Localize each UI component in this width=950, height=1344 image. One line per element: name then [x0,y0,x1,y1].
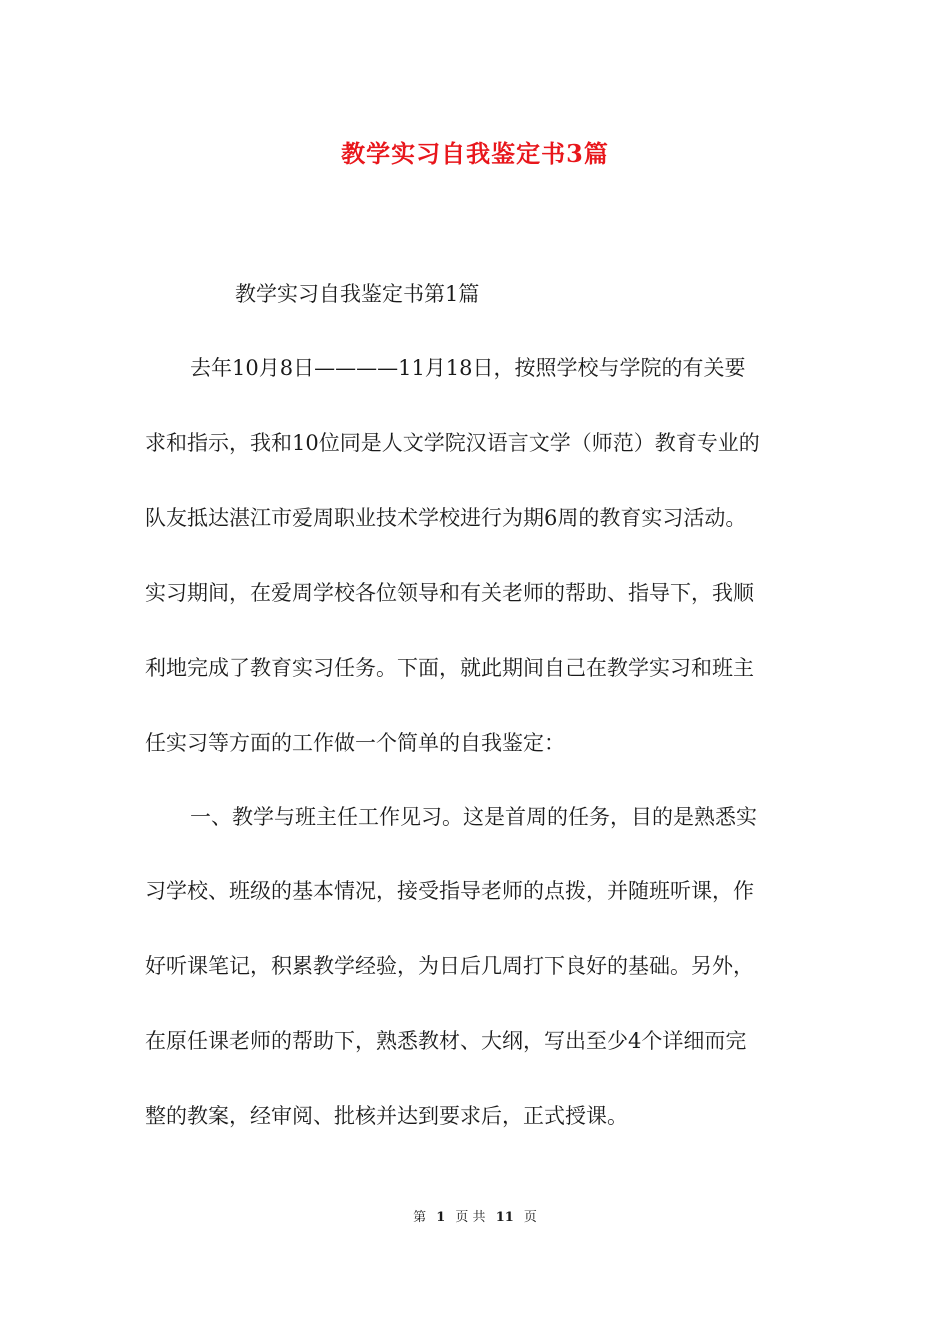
paragraph-line: 一、教学与班主任工作见习。这是首周的任务，目的是熟悉实 [190,805,757,829]
total-pages-number: 11 [495,1210,514,1225]
paragraph-line: 整的教案，经审阅、批核并达到要求后，正式授课。 [145,1104,628,1128]
document-title: 教学实习自我鉴定书3篇 [341,139,609,168]
section-heading: 教学实习自我鉴定书第1篇 [235,282,480,306]
paragraph-line: 习学校、班级的基本情况，接受指导老师的点拨，并随班听课，作 [145,879,754,903]
paragraph-line: 队友抵达湛江市爱周职业技术学校进行为期6周的教育实习活动。 [145,506,747,530]
footer-suffix: 页 [523,1210,537,1225]
current-page-number: 1 [436,1210,446,1225]
page-footer [0,1208,950,1228]
footer-middle: 页 共 [455,1210,486,1225]
paragraph-line: 实习期间，在爱周学校各位领导和有关老师的帮助、指导下，我顺 [145,581,754,605]
paragraph-line: 利地完成了教育实习任务。下面，就此期间自己在教学实习和班主 [145,656,754,680]
footer-prefix: 第 [413,1210,427,1225]
paragraph-line: 好听课笔记，积累教学经验，为日后几周打下良好的基础。另外， [145,954,754,978]
paragraph-line: 去年10月8日————11月18日，按照学校与学院的有关要 [190,356,746,380]
paragraph-line: 求和指示，我和10位同是人文学院汉语言文学（师范）教育专业的 [145,431,760,455]
paragraph-line: 任实习等方面的工作做一个简单的自我鉴定： [145,731,565,755]
paragraph-line: 在原任课老师的帮助下，熟悉教材、大纲，写出至少4个详细而完 [145,1029,747,1053]
